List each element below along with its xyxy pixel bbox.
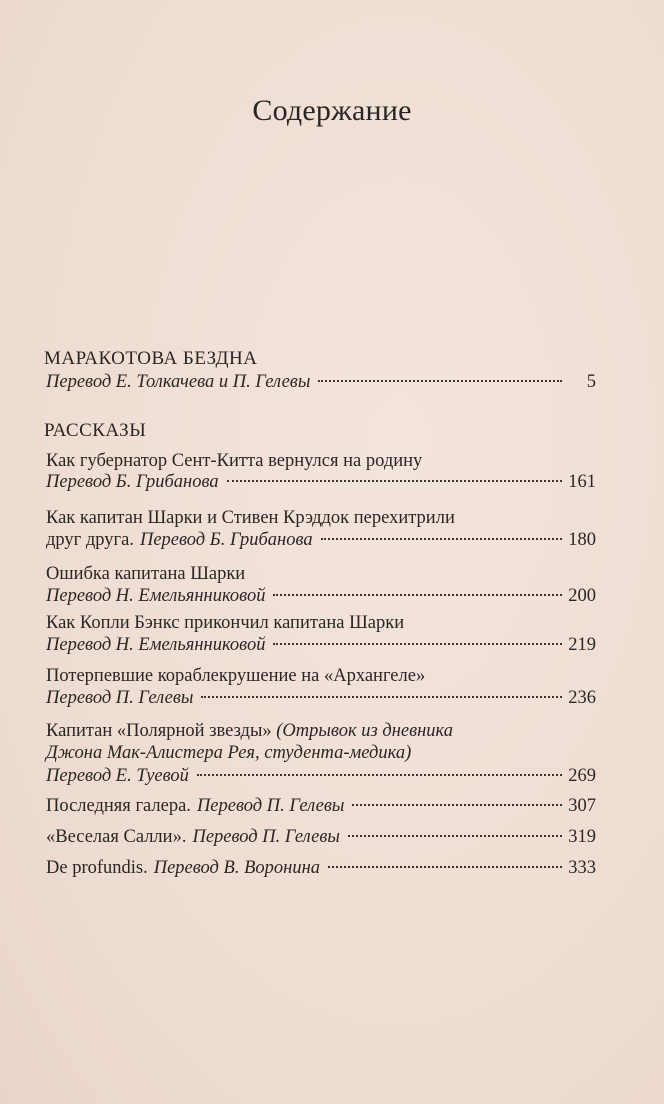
dot-leader xyxy=(348,834,562,837)
toc-entry[interactable] xyxy=(46,825,596,849)
toc-entry-title[interactable]: Как губернатор Сент-Китта вернулся на родину xyxy=(46,451,423,471)
page-number: 307 xyxy=(568,796,596,816)
page-number: 5 xyxy=(586,372,596,392)
translator-credit: Перевод Е. Толкачева и П. Гелевы xyxy=(46,372,311,392)
dot-leader xyxy=(201,695,562,698)
dot-leader xyxy=(321,537,562,540)
dot-leader xyxy=(318,379,562,382)
toc-entry-title[interactable]: Ошибка капитана Шарки xyxy=(46,564,246,584)
entry-title: Последняя галера. xyxy=(46,796,191,816)
toc-entry[interactable] xyxy=(46,470,596,494)
toc-entry-title[interactable]: Как капитан Шарки и Стивен Крэддок перехитрили xyxy=(46,508,455,528)
page-number: 333 xyxy=(568,858,596,878)
page-number: 236 xyxy=(568,688,596,708)
page-number: 161 xyxy=(568,472,596,492)
toc-entry-title[interactable]: Потерпевшие кораблекрушение на «Архангеле» xyxy=(46,666,426,686)
toc-entry[interactable] xyxy=(46,584,596,608)
translator-credit: Перевод Е. Туевой xyxy=(46,766,189,786)
entry-title: De profundis. xyxy=(46,858,148,878)
page-number: 219 xyxy=(568,635,596,655)
entry-subtitle: (Отрывок из дневника xyxy=(276,721,453,741)
toc-entry[interactable] xyxy=(46,794,596,818)
translator-credit: Перевод Н. Емельянниковой xyxy=(46,586,266,606)
dot-leader xyxy=(352,803,562,806)
toc-entry[interactable] xyxy=(46,633,596,657)
entry-subtitle-continued: Джона Мак-Алистера Рея, студента-медика) xyxy=(46,743,412,763)
toc-entry-title[interactable]: Как Копли Бэнкс прикончил капитана Шарки xyxy=(46,613,405,633)
toc-entry[interactable] xyxy=(46,764,596,788)
page-number: 200 xyxy=(568,586,596,606)
translator-credit: Перевод Н. Емельянниковой xyxy=(46,635,266,655)
page-number: 319 xyxy=(568,827,596,847)
toc-entry[interactable] xyxy=(46,370,596,394)
page-number: 269 xyxy=(568,766,596,786)
dot-leader xyxy=(227,479,562,482)
entry-title-continued: друг друга. xyxy=(46,530,134,550)
dot-leader xyxy=(273,642,562,645)
section-heading-marakot: МАРАКОТОВА БЕЗДНА xyxy=(44,348,258,369)
translator-credit: Перевод П. Гелевы xyxy=(46,688,194,708)
entry-title: «Веселая Салли». xyxy=(46,827,187,847)
toc-entry[interactable] xyxy=(46,528,596,552)
page-title: Содержание xyxy=(252,94,412,127)
translator-credit: Перевод П. Гелевы xyxy=(192,827,340,847)
page-number: 180 xyxy=(568,530,596,550)
entry-title: Капитан «Полярной звезды» xyxy=(46,721,272,741)
translator-credit: Перевод В. Воронина xyxy=(153,858,320,878)
section-heading-stories: РАССКАЗЫ xyxy=(44,420,147,441)
dot-leader xyxy=(197,773,562,776)
toc-entry[interactable] xyxy=(46,856,596,880)
dot-leader xyxy=(328,865,562,868)
translator-credit: Перевод Б. Грибанова xyxy=(46,472,219,492)
dot-leader xyxy=(273,593,562,596)
translator-credit: Перевод П. Гелевы xyxy=(196,796,345,816)
translator-credit: Перевод Б. Грибанова xyxy=(139,530,313,550)
toc-entry[interactable] xyxy=(46,686,596,710)
toc-entry-title[interactable] xyxy=(46,719,596,743)
